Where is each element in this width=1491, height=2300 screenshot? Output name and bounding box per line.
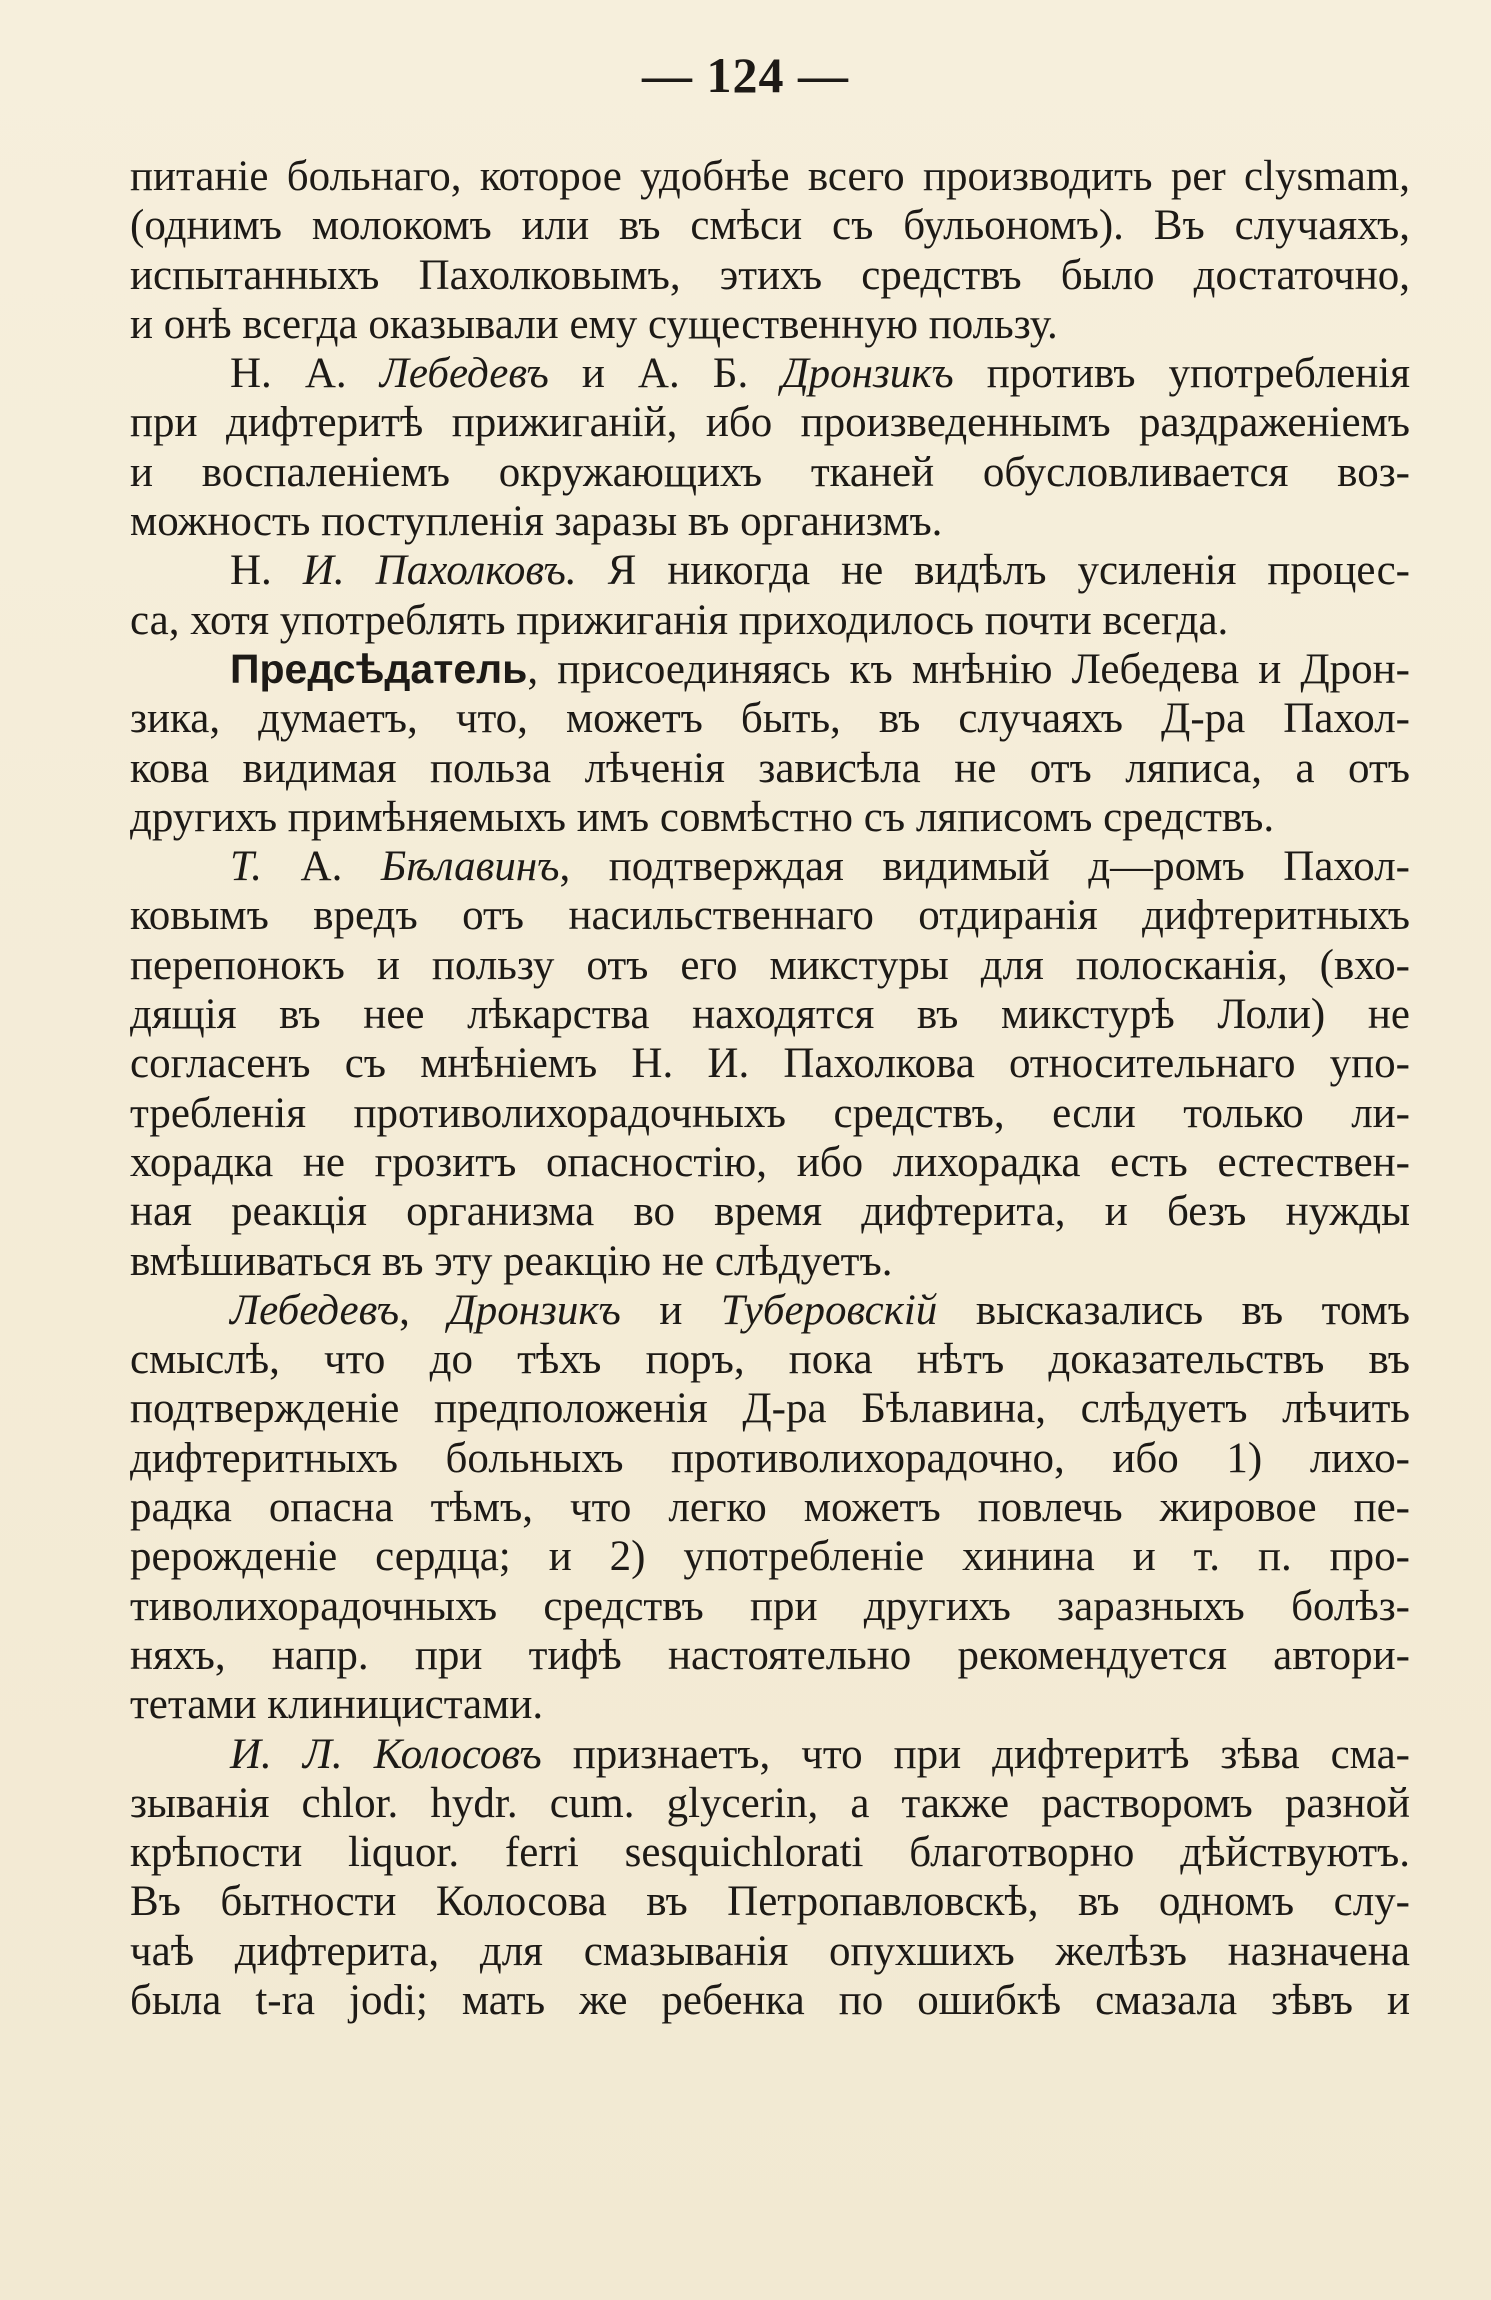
- text-line: [130, 1828, 1410, 1877]
- text-line: [130, 152, 1410, 201]
- text-run: , присоединяясь къ мнѣнію Лебедева и Дрон-: [527, 645, 1410, 693]
- text-run: крѣпости liquor. ferri sesquichlorati благотворно дѣйствуютъ.: [130, 1829, 1410, 1877]
- text-line: [130, 1680, 1410, 1729]
- text-line: [130, 1976, 1410, 2025]
- text-line: [130, 1532, 1410, 1581]
- text-run: при дифтеритѣ прижиганій, ибо произведеннымъ раздраженіемъ: [130, 399, 1410, 447]
- speaker-name: И. Пахолковъ.: [302, 547, 577, 595]
- speaker-name: Дронзикъ: [781, 350, 954, 398]
- text-run: дифтеритныхъ больныхъ противолихорадочно, ибо 1) лихо-: [130, 1434, 1410, 1482]
- speaker-name: Туберовскій: [720, 1286, 938, 1334]
- text-line: [130, 1039, 1410, 1088]
- text-line: [130, 448, 1410, 497]
- text-line: [130, 941, 1410, 990]
- text-run: ная реакція организма во время дифтерита, и безъ нужды: [130, 1188, 1410, 1236]
- text-run: подтвержденіе предположенія Д-ра Бѣлавина, слѣдуетъ лѣчить: [130, 1385, 1410, 1433]
- text-line: [130, 1384, 1410, 1433]
- text-run: чаѣ дифтерита, для смазыванія опухшихъ желѣзъ назначена: [130, 1927, 1410, 1975]
- text-run: питаніе больнаго, которое удобнѣе всего производить per clysmam,: [130, 153, 1410, 200]
- text-run: са, хотя употреблять прижиганія приходилось почти всегда.: [130, 596, 1229, 644]
- page-number: — 124 —: [642, 47, 849, 103]
- text-run: кова видимая польза лѣченія зависѣла не отъ ляписа, а отъ: [130, 744, 1410, 792]
- text-line: [130, 1138, 1410, 1187]
- text-run: согласенъ съ мнѣніемъ Н. И. Пахолкова относительнаго упо-: [130, 1040, 1410, 1088]
- text-run: и: [620, 1286, 721, 1334]
- body-text: [130, 152, 1410, 2025]
- text-run: тетами клиницистами.: [130, 1681, 544, 1729]
- text-run: испытанныхъ Пахолковымъ, этихъ средствъ было достаточно,: [130, 251, 1410, 299]
- text-line: [130, 744, 1410, 793]
- text-line: [130, 1927, 1410, 1976]
- text-run: перепонокъ и пользу отъ его микстуры для полосканія, (вхо-: [130, 941, 1410, 989]
- text-run: и онѣ всегда оказывали ему существенную пользу.: [130, 300, 1058, 348]
- text-line: [130, 1335, 1410, 1384]
- text-line: [130, 1631, 1410, 1680]
- text-line: [130, 891, 1410, 940]
- text-run: тиволихорадочныхъ средствъ при другихъ заразныхъ болѣз-: [130, 1582, 1410, 1630]
- text-run: радка опасна тѣмъ, что легко можетъ повлечь жировое пе-: [130, 1484, 1410, 1532]
- text-line: [130, 1286, 1410, 1335]
- text-line: [130, 990, 1410, 1039]
- text-line: [130, 596, 1410, 645]
- text-line: [130, 398, 1410, 447]
- text-run: и воспаленіемъ окружающихъ тканей обусловливается воз-: [130, 448, 1410, 496]
- chairman-label: Предсѣдатель: [230, 645, 528, 692]
- text-line: [130, 694, 1410, 743]
- text-run: можность поступленія заразы въ организмъ.: [130, 498, 943, 546]
- text-line: [130, 793, 1410, 842]
- text-run: вмѣшиваться въ эту реакцію не слѣдуетъ.: [130, 1237, 893, 1285]
- text-line: [130, 349, 1410, 398]
- text-run: требленія противолихорадочныхъ средствъ, если только ли-: [130, 1089, 1410, 1137]
- text-run: Н.: [230, 547, 303, 595]
- text-line: [130, 1730, 1410, 1779]
- text-run: высказались въ томъ: [937, 1286, 1410, 1334]
- text-line: [130, 251, 1410, 300]
- text-line: [130, 1089, 1410, 1138]
- text-run: противъ употребленія: [953, 350, 1410, 398]
- text-line: [130, 1582, 1410, 1631]
- text-run: другихъ примѣняемыхъ имъ совмѣстно съ ляписомъ средствъ.: [130, 793, 1275, 841]
- speaker-name: Бѣлавинъ: [380, 843, 560, 891]
- text-run: была t-ra jodi; мать же ребенка по ошибкѣ смазала зѣвъ и: [130, 1976, 1410, 2024]
- text-run: смыслѣ, что до тѣхъ поръ, пока нѣтъ доказательствъ въ: [130, 1336, 1410, 1384]
- text-run: и А. Б.: [548, 350, 782, 398]
- text-line: [130, 1434, 1410, 1483]
- text-run: няхъ, напр. при тифѣ настоятельно рекомендуется автори-: [130, 1631, 1410, 1679]
- text-line: [130, 1483, 1410, 1532]
- text-line: [130, 1877, 1410, 1926]
- speaker-name: Т.: [230, 843, 262, 891]
- speaker-name: Дронзикъ: [448, 1286, 621, 1334]
- text-line: [130, 546, 1410, 595]
- text-line: [130, 645, 1410, 694]
- text-run: ,: [399, 1286, 449, 1334]
- speaker-name: Лебедевъ: [379, 350, 549, 398]
- text-line: [130, 300, 1410, 349]
- text-run: Я никогда не видѣлъ усиленія процес-: [576, 547, 1410, 595]
- text-line: [130, 842, 1410, 891]
- text-run: хорадка не грозитъ опасностію, ибо лихорадка есть естествен-: [130, 1138, 1410, 1186]
- text-run: Н. А.: [230, 350, 380, 398]
- text-run: ковымъ вредъ отъ насильственнаго отдиранія дифтеритныхъ: [130, 892, 1410, 940]
- text-line: [130, 497, 1410, 546]
- text-run: дящія въ нее лѣкарства находятся въ микстурѣ Лоли) не: [130, 991, 1410, 1039]
- text-run: , подтверждая видимый д—ромъ Пахол-: [559, 843, 1410, 891]
- text-run: А.: [261, 843, 381, 891]
- text-run: признаетъ, что при дифтеритѣ зѣва сма-: [541, 1730, 1410, 1778]
- text-run: зыванія chlor. hydr. cum. glycerin, а также растворомъ разной: [130, 1779, 1410, 1827]
- speaker-name: И. Л. Колосовъ: [230, 1730, 542, 1778]
- text-line: [130, 1779, 1410, 1828]
- text-line: [130, 1187, 1410, 1236]
- text-run: зика, думаетъ, что, можетъ быть, въ случаяхъ Д-ра Пахол-: [130, 695, 1410, 743]
- text-run: рерожденіе сердца; и 2) употребленіе хинина и т. п. про-: [130, 1533, 1410, 1581]
- speaker-name: Лебедевъ: [230, 1286, 400, 1334]
- text-line: [130, 1237, 1410, 1286]
- text-run: (однимъ молокомъ или въ смѣси съ бульономъ). Въ случаяхъ,: [130, 202, 1410, 250]
- text-run: Въ бытности Колосова въ Петропавловскѣ, въ одномъ слу-: [130, 1878, 1410, 1926]
- text-line: [130, 201, 1410, 250]
